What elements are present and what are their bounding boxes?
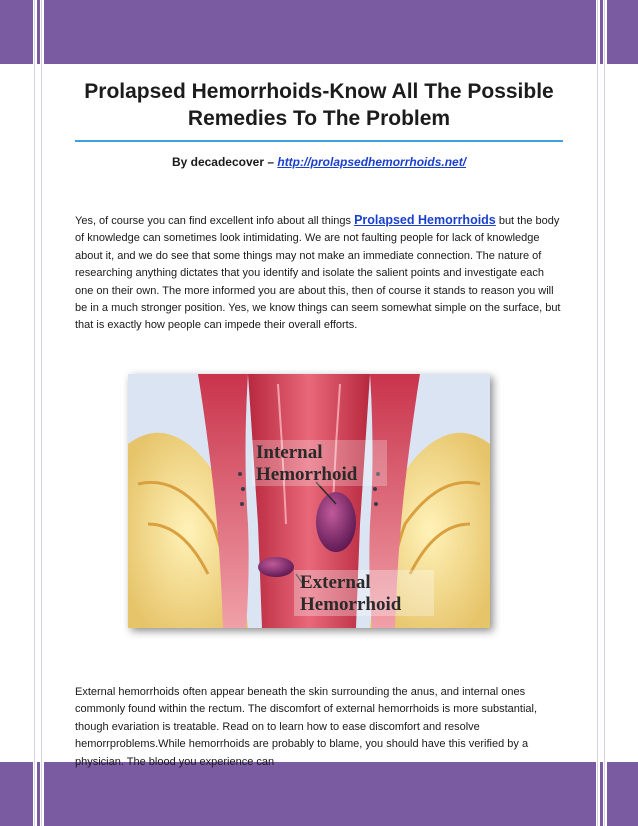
page-title: [75, 78, 563, 132]
decorative-line: [603, 0, 607, 826]
label-internal-line2: Hemorrhoid: [256, 464, 358, 485]
title-divider: [75, 140, 563, 142]
intro-paragraph: [75, 212, 565, 335]
body-paragraph: External hemorrhoids often appear beneath the skin surrounding the anus, and internal ones commonly found within the rectum. The discomfort of external hemorrhoids is more substantial, though evariation is treatable. Read on to learn how to ease discomfort and resolve hemorrproblems.While hemorrhoids are probably to blame, you should have this verified by a physician. The blood you experience can: [75, 686, 537, 768]
hemorrhoid-illustration: [128, 374, 490, 628]
decorative-line: [33, 0, 37, 826]
decorative-line: [40, 0, 44, 826]
byline: [75, 155, 563, 169]
byline-link[interactable]: http://prolapsedhemorrhoids.net/: [277, 155, 467, 169]
label-external-line1: External: [300, 572, 371, 593]
anatomy-diagram: [128, 374, 490, 628]
header-band: [0, 0, 638, 64]
title-line-1: Prolapsed Hemorrhoids-Know All The Possible: [84, 80, 554, 103]
internal-hemorrhoid-shape: [316, 492, 356, 552]
decorative-line: [596, 0, 600, 826]
keyword-link[interactable]: Prolapsed Hemorrhoids: [354, 213, 496, 227]
para1-text-end: but the body of knowledge can sometimes look intimidating. We are not faulting people for lack of knowledge about it, and we do see that some things may not make an immediate connection. The nature of researching anything dictates that you identify and isolate the salient points and investigate each one on their own. The more informed you are about this, then of course it stands to reason you will be in a much stronger position. Yes, we know things can seem somewhat simple on the surface, but that is exactly how people can impede their overall efforts.: [75, 215, 561, 332]
title-line-2: Remedies To The Problem: [187, 107, 451, 130]
footer-band: [0, 762, 638, 826]
para1-text-start: Yes, of course you can find excellent info about all things: [75, 215, 355, 227]
label-external-line2: Hemorrhoid: [300, 594, 402, 615]
label-internal-line1: Internal: [256, 442, 323, 463]
byline-author: By decadecover –: [171, 155, 278, 169]
external-hemorrhoid-shape: [258, 557, 294, 577]
